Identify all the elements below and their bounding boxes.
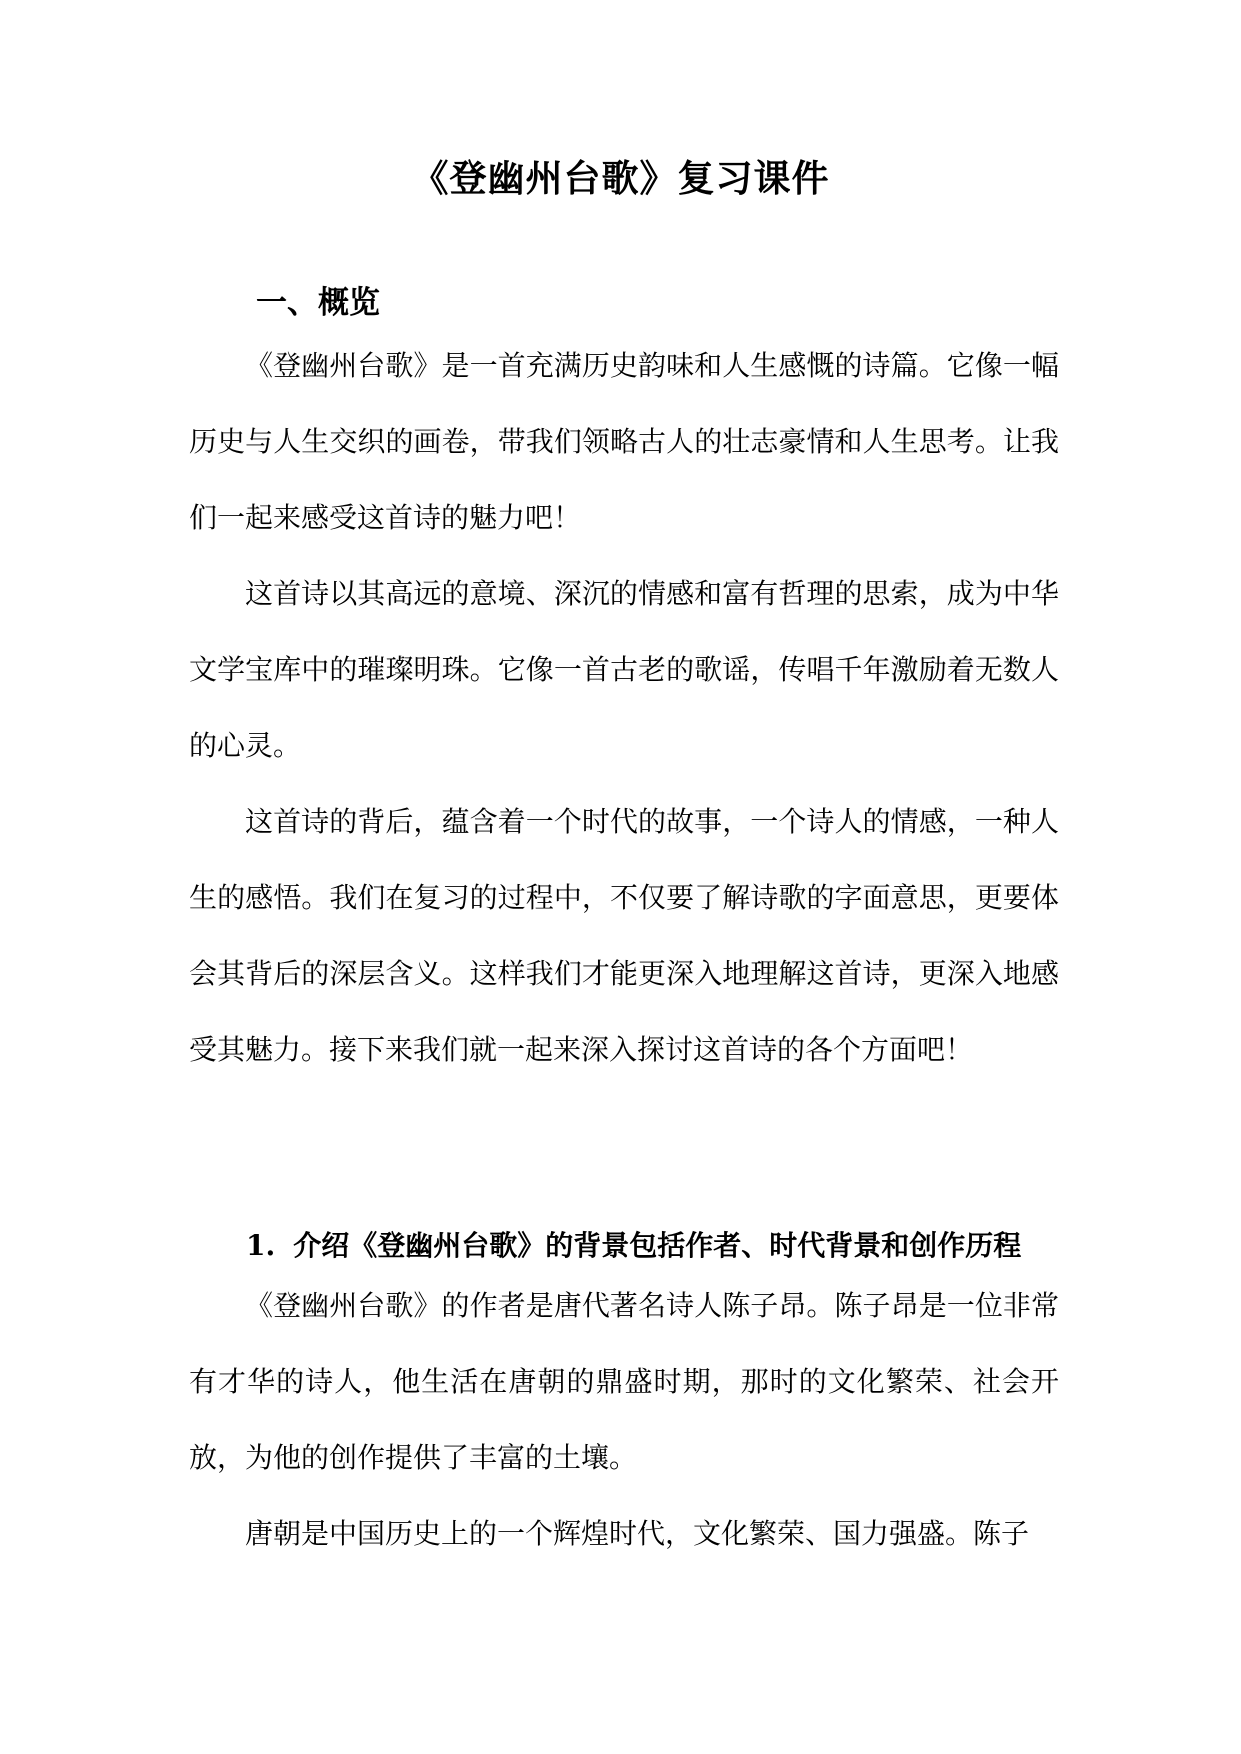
paragraph: 这首诗以其高远的意境、深沉的情感和富有哲理的思索，成为中华文学宝库中的璀璨明珠。它像一首古老的歌谣，传唱千年激励着无数人的心灵。 [189, 577, 1059, 762]
overview-body [189, 328, 1059, 1088]
section-heading-overview: 一、概览 [256, 285, 380, 321]
paragraph: 这首诗的背后，蕴含着一个时代的故事，一个诗人的情感，一种人生的感悟。我们在复习的过程中，不仅要了解诗歌的字面意思，更要体会其背后的深层含义。这样我们才能更深入地理解这首诗，更深入地感受其魅力。接下来我们就一起来深入探讨这首诗的各个方面吧！ [189, 805, 1059, 1066]
subsection-title: 介绍《登幽州台歌》的背景包括作者、时代背景和创作历程 [293, 1229, 1022, 1262]
paragraph: 《登幽州台歌》是一首充满历史韵味和人生感慨的诗篇。它像一幅历史与人生交织的画卷，带我们领略古人的壮志豪情和人生思考。让我们一起来感受这首诗的魅力吧！ [189, 349, 1059, 534]
subsection-number: 1. [246, 1229, 276, 1262]
paragraph: 《登幽州台歌》的作者是唐代著名诗人陈子昂。陈子昂是一位非常有才华的诗人，他生活在唐朝的鼎盛时期，那时的文化繁荣、社会开放，为他的创作提供了丰富的土壤。 [189, 1289, 1059, 1474]
document-title: 《登幽州台歌》复习课件 [411, 156, 830, 200]
subsection-heading [246, 1221, 1021, 1271]
paragraph: 唐朝是中国历史上的一个辉煌时代，文化繁荣、国力强盛。陈子 [245, 1517, 1030, 1550]
background-body [189, 1268, 1059, 1572]
